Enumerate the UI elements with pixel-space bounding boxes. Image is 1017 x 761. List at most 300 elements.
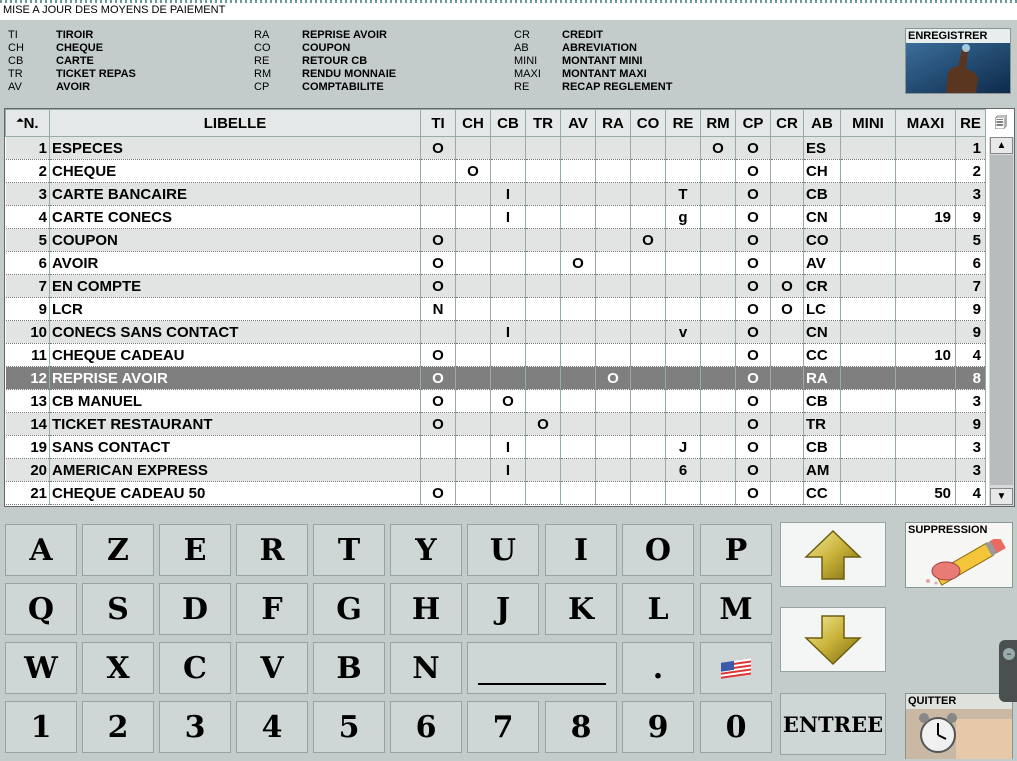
table-cell (596, 137, 631, 160)
table-cell (561, 344, 596, 367)
quit-button[interactable] (905, 693, 1013, 759)
table-cell (561, 413, 596, 436)
legend-item (254, 55, 367, 68)
legend-code: TR (8, 68, 23, 80)
table-cell (526, 160, 561, 183)
table-cell (596, 482, 631, 505)
column-header[interactable] (6, 110, 50, 137)
key-f[interactable]: F (236, 583, 308, 635)
table-row[interactable] (6, 413, 986, 436)
table-cell (666, 367, 701, 390)
key-9[interactable]: 9 (622, 701, 694, 753)
table-cell: 9 (956, 206, 986, 229)
arrow-up-button[interactable] (780, 522, 886, 587)
legend-item (8, 81, 90, 94)
table-row[interactable] (6, 229, 986, 252)
table-cell (701, 183, 736, 206)
legend-label: RECAP REGLEMENT (562, 81, 673, 93)
table-cell: v (666, 321, 701, 344)
table-cell (456, 413, 491, 436)
column-header[interactable] (804, 110, 841, 137)
table-cell: O (736, 298, 771, 321)
column-header-label: CO (636, 114, 660, 132)
table-cell (596, 436, 631, 459)
table-cell (456, 459, 491, 482)
table-cell (631, 413, 666, 436)
table-row[interactable] (6, 206, 986, 229)
table-row[interactable] (6, 344, 986, 367)
table-cell (701, 298, 736, 321)
legend-code: RM (254, 68, 272, 80)
table-cell (526, 183, 561, 206)
key-t[interactable]: T (313, 524, 385, 576)
table-cell (491, 229, 526, 252)
column-header[interactable] (526, 110, 561, 137)
table-cell: CHEQUE (50, 160, 421, 183)
table-row[interactable] (6, 321, 986, 344)
table-cell (841, 160, 896, 183)
legend (8, 29, 888, 95)
legend-code: CP (254, 81, 270, 93)
key-n[interactable]: N (390, 642, 462, 694)
key-2[interactable]: 2 (82, 701, 154, 753)
table-cell (701, 321, 736, 344)
table-cell (841, 298, 896, 321)
table-cell (896, 367, 956, 390)
table-cell: LCR (50, 298, 421, 321)
table-cell (701, 229, 736, 252)
table-cell: 9 (956, 413, 986, 436)
key-i[interactable]: I (545, 524, 617, 576)
table-cell (666, 160, 701, 183)
column-header[interactable] (701, 110, 736, 137)
column-header-label: RE (672, 114, 694, 132)
legend-item (8, 68, 136, 81)
table-cell: O (736, 436, 771, 459)
table-cell (896, 321, 956, 344)
table-cell (701, 459, 736, 482)
table-cell (561, 229, 596, 252)
column-header[interactable] (50, 110, 421, 137)
column-header-label: N. (23, 114, 39, 132)
table-cell: I (491, 459, 526, 482)
table-cell (631, 482, 666, 505)
key-7[interactable]: 7 (467, 701, 539, 753)
key-4[interactable]: 4 (236, 701, 308, 753)
table-cell (596, 321, 631, 344)
table-cell (561, 275, 596, 298)
table-cell (491, 137, 526, 160)
table-cell: CC (804, 344, 841, 367)
legend-item (8, 42, 103, 55)
table-cell: O (736, 252, 771, 275)
table-cell (456, 183, 491, 206)
legend-label: ABREVIATION (562, 42, 637, 54)
table-cell (596, 183, 631, 206)
table-cell (896, 160, 956, 183)
key-6[interactable]: 6 (390, 701, 462, 753)
column-header-label: CP (742, 114, 764, 132)
table-cell (456, 344, 491, 367)
legend-code: MINI (514, 55, 538, 67)
column-header[interactable] (421, 110, 456, 137)
table-cell: 3 (956, 459, 986, 482)
table-cell: O (736, 206, 771, 229)
key-q[interactable]: Q (5, 583, 77, 635)
table-cell (561, 459, 596, 482)
table-cell: O (736, 160, 771, 183)
table-row[interactable] (6, 459, 986, 482)
key-y[interactable]: Y (390, 524, 462, 576)
side-handle[interactable] (999, 640, 1017, 702)
table-cell: AMERICAN EXPRESS (50, 459, 421, 482)
key-g[interactable]: G (313, 583, 385, 635)
key-0[interactable]: 0 (700, 701, 772, 753)
legend-code: AB (514, 42, 529, 54)
legend-code: CH (8, 42, 24, 54)
quit-label: QUITTER (908, 695, 957, 707)
legend-item (514, 42, 637, 55)
table-cell: 19 (6, 436, 50, 459)
table-cell (701, 367, 736, 390)
table-cell (771, 482, 804, 505)
table-cell (456, 436, 491, 459)
legend-label: MONTANT MINI (562, 55, 643, 67)
table-cell (666, 137, 701, 160)
key-r[interactable]: R (236, 524, 308, 576)
table-cell (561, 482, 596, 505)
table-cell: I (491, 321, 526, 344)
legend-code: RE (514, 81, 530, 93)
table-cell: ES (804, 137, 841, 160)
column-header-label: TI (431, 114, 445, 132)
table-cell: O (421, 252, 456, 275)
table-cell: O (736, 413, 771, 436)
scroll-up-icon[interactable]: ▲ (990, 137, 1013, 154)
table-cell: LC (804, 298, 841, 321)
legend-item (254, 81, 384, 94)
eraser-pencil-icon (906, 539, 1012, 587)
table-cell: CB (804, 436, 841, 459)
table-cell: 5 (956, 229, 986, 252)
legend-item (254, 42, 350, 55)
key-h[interactable]: H (390, 583, 462, 635)
key-b[interactable]: B (313, 642, 385, 694)
table-cell (631, 275, 666, 298)
arrow-up-icon (804, 529, 862, 581)
table-cell: CB MANUEL (50, 390, 421, 413)
table-cell: 3 (6, 183, 50, 206)
title-dotted-border (0, 0, 1017, 3)
table-row[interactable] (6, 137, 986, 160)
table-cell: O (421, 137, 456, 160)
table-cell: O (491, 390, 526, 413)
flag-icon (719, 656, 753, 680)
table-cell (896, 229, 956, 252)
table-cell: O (771, 298, 804, 321)
table-cell (841, 252, 896, 275)
table-row[interactable] (6, 183, 986, 206)
table-cell (596, 390, 631, 413)
key-period[interactable]: . (622, 642, 694, 694)
table-row[interactable] (6, 252, 986, 275)
table-cell (526, 436, 561, 459)
table-cell (841, 275, 896, 298)
table-row[interactable] (6, 275, 986, 298)
table-scrollbar[interactable] (989, 137, 1014, 506)
table-cell (526, 367, 561, 390)
table-cell (561, 298, 596, 321)
sort-ascending-icon: ⏶ (16, 114, 24, 125)
table-cell (631, 344, 666, 367)
table-cell: O (736, 229, 771, 252)
table-cell (596, 206, 631, 229)
table-cell (561, 206, 596, 229)
column-header[interactable] (771, 110, 804, 137)
table-cell (561, 183, 596, 206)
table-cell: COUPON (50, 229, 421, 252)
table-row[interactable] (6, 298, 986, 321)
table-cell (561, 160, 596, 183)
legend-code: MAXI (514, 68, 541, 80)
table-cell: 21 (6, 482, 50, 505)
legend-label: TIROIR (56, 29, 94, 41)
table-cell (666, 344, 701, 367)
table-cell (456, 275, 491, 298)
legend-code: TI (8, 29, 18, 41)
column-header[interactable] (561, 110, 596, 137)
table-cell (456, 298, 491, 321)
table-cell: TICKET RESTAURANT (50, 413, 421, 436)
legend-label: RENDU MONNAIE (302, 68, 397, 80)
key-o[interactable]: O (622, 524, 694, 576)
table-cell (896, 459, 956, 482)
table-cell (701, 390, 736, 413)
table-cell (421, 321, 456, 344)
table-cell (596, 413, 631, 436)
table-cell (701, 436, 736, 459)
table-cell: 9 (6, 298, 50, 321)
table-cell: O (736, 367, 771, 390)
table-cell: ESPECES (50, 137, 421, 160)
table-row[interactable] (6, 160, 986, 183)
table-row[interactable] (6, 436, 986, 459)
table-cell: CHEQUE CADEAU (50, 344, 421, 367)
legend-item (254, 68, 396, 81)
table-cell (771, 183, 804, 206)
key-l[interactable]: L (622, 583, 694, 635)
table-cell (631, 321, 666, 344)
legend-code: CB (8, 55, 24, 67)
table-cell: I (491, 206, 526, 229)
table-cell: 50 (896, 482, 956, 505)
legend-label: MONTANT MAXI (562, 68, 647, 80)
save-label: ENREGISTRER (908, 30, 988, 42)
space-key[interactable] (467, 642, 617, 694)
scrollbar-thumb[interactable] (990, 155, 1013, 485)
table-cell (666, 413, 701, 436)
column-header[interactable] (631, 110, 666, 137)
column-header[interactable] (666, 110, 701, 137)
table-cell (456, 390, 491, 413)
table-cell (701, 206, 736, 229)
table-cell (491, 413, 526, 436)
arrow-down-button[interactable] (780, 607, 886, 672)
column-settings-icon[interactable]: 🗐 (994, 115, 1008, 130)
table-cell (596, 298, 631, 321)
column-header[interactable] (736, 110, 771, 137)
table-cell (526, 275, 561, 298)
column-header-label: TR (533, 114, 553, 132)
table-cell: 6 (956, 252, 986, 275)
table-cell (456, 321, 491, 344)
key-s[interactable]: S (82, 583, 154, 635)
legend-code: CO (254, 42, 271, 54)
key-p[interactable]: P (700, 524, 772, 576)
table-cell (421, 436, 456, 459)
save-button[interactable] (905, 28, 1011, 94)
key-8[interactable]: 8 (545, 701, 617, 753)
column-header[interactable] (956, 110, 986, 137)
column-header-label: MAXI (906, 114, 945, 132)
table-cell (491, 252, 526, 275)
table-cell (631, 298, 666, 321)
table-cell (526, 252, 561, 275)
column-header-label: CH (462, 114, 484, 132)
table-cell (771, 344, 804, 367)
table-cell: CHEQUE CADEAU 50 (50, 482, 421, 505)
table-cell (666, 275, 701, 298)
key-j[interactable]: J (467, 583, 539, 635)
table-row[interactable] (6, 367, 986, 390)
table-cell: O (421, 344, 456, 367)
table-cell: I (491, 183, 526, 206)
table-cell (596, 252, 631, 275)
table-cell: O (736, 137, 771, 160)
table-cell (491, 298, 526, 321)
column-header-label: RM (706, 114, 730, 132)
table-cell (456, 137, 491, 160)
table-cell: O (421, 367, 456, 390)
column-header[interactable] (841, 110, 896, 137)
table-cell: 3 (956, 436, 986, 459)
table-cell: O (771, 275, 804, 298)
key-1[interactable]: 1 (5, 701, 77, 753)
column-header[interactable] (896, 110, 956, 137)
payment-methods-table[interactable] (4, 108, 1015, 507)
table-cell (896, 298, 956, 321)
table-cell (631, 459, 666, 482)
alarm-clock-icon (906, 709, 1012, 759)
key-x[interactable]: X (82, 642, 154, 694)
table-cell (421, 459, 456, 482)
table-cell: CARTE CONECS (50, 206, 421, 229)
table-cell (631, 367, 666, 390)
table-cell: g (666, 206, 701, 229)
table-row[interactable] (6, 390, 986, 413)
key-u[interactable]: U (467, 524, 539, 576)
table-cell (841, 413, 896, 436)
language-key[interactable] (700, 642, 772, 694)
table-cell (841, 344, 896, 367)
key-a[interactable]: A (5, 524, 77, 576)
table-cell (456, 206, 491, 229)
table-cell (666, 229, 701, 252)
key-e[interactable]: E (159, 524, 231, 576)
table-cell (631, 137, 666, 160)
table-cell (771, 459, 804, 482)
table-cell: 12 (6, 367, 50, 390)
table-cell: 7 (6, 275, 50, 298)
table-cell (771, 367, 804, 390)
hand-pressing-icon (906, 43, 1010, 93)
table-cell (771, 229, 804, 252)
key-k[interactable]: K (545, 583, 617, 635)
table-cell (771, 436, 804, 459)
minus-icon: − (1003, 648, 1015, 660)
table-cell (561, 367, 596, 390)
table-cell (456, 229, 491, 252)
delete-button[interactable] (905, 522, 1013, 588)
table-cell (666, 298, 701, 321)
table-cell: 2 (956, 160, 986, 183)
table-cell (896, 413, 956, 436)
table-cell: 1 (956, 137, 986, 160)
table-cell (896, 390, 956, 413)
key-m[interactable]: M (700, 583, 772, 635)
key-d[interactable]: D (159, 583, 231, 635)
table-cell: CC (804, 482, 841, 505)
table-cell (701, 252, 736, 275)
table-cell: 20 (6, 459, 50, 482)
table-cell (666, 482, 701, 505)
scroll-down-icon[interactable]: ▼ (990, 488, 1013, 505)
column-header[interactable] (596, 110, 631, 137)
table-cell (896, 252, 956, 275)
table-row[interactable] (6, 482, 986, 505)
legend-code: AV (8, 81, 22, 93)
table-cell: J (666, 436, 701, 459)
table-cell (841, 183, 896, 206)
enter-button[interactable]: ENTREE (780, 693, 886, 755)
table-cell (561, 321, 596, 344)
table-cell: 5 (6, 229, 50, 252)
key-v[interactable]: V (236, 642, 308, 694)
column-header[interactable] (456, 110, 491, 137)
key-c[interactable]: C (159, 642, 231, 694)
table-cell (456, 367, 491, 390)
key-3[interactable]: 3 (159, 701, 231, 753)
table-cell (526, 390, 561, 413)
table-cell: 3 (956, 390, 986, 413)
key-w[interactable]: W (5, 642, 77, 694)
table-cell: RA (804, 367, 841, 390)
table-cell: 6 (6, 252, 50, 275)
table-cell (841, 206, 896, 229)
table-cell: CB (804, 183, 841, 206)
key-z[interactable]: Z (82, 524, 154, 576)
legend-label: RETOUR CB (302, 55, 368, 67)
key-5[interactable]: 5 (313, 701, 385, 753)
table-cell (421, 183, 456, 206)
table-cell (896, 275, 956, 298)
table-cell: 7 (956, 275, 986, 298)
column-header[interactable] (491, 110, 526, 137)
column-header-label: CB (497, 114, 519, 132)
table-cell: CARTE BANCAIRE (50, 183, 421, 206)
table-cell: O (736, 482, 771, 505)
legend-label: CARTE (56, 55, 94, 67)
